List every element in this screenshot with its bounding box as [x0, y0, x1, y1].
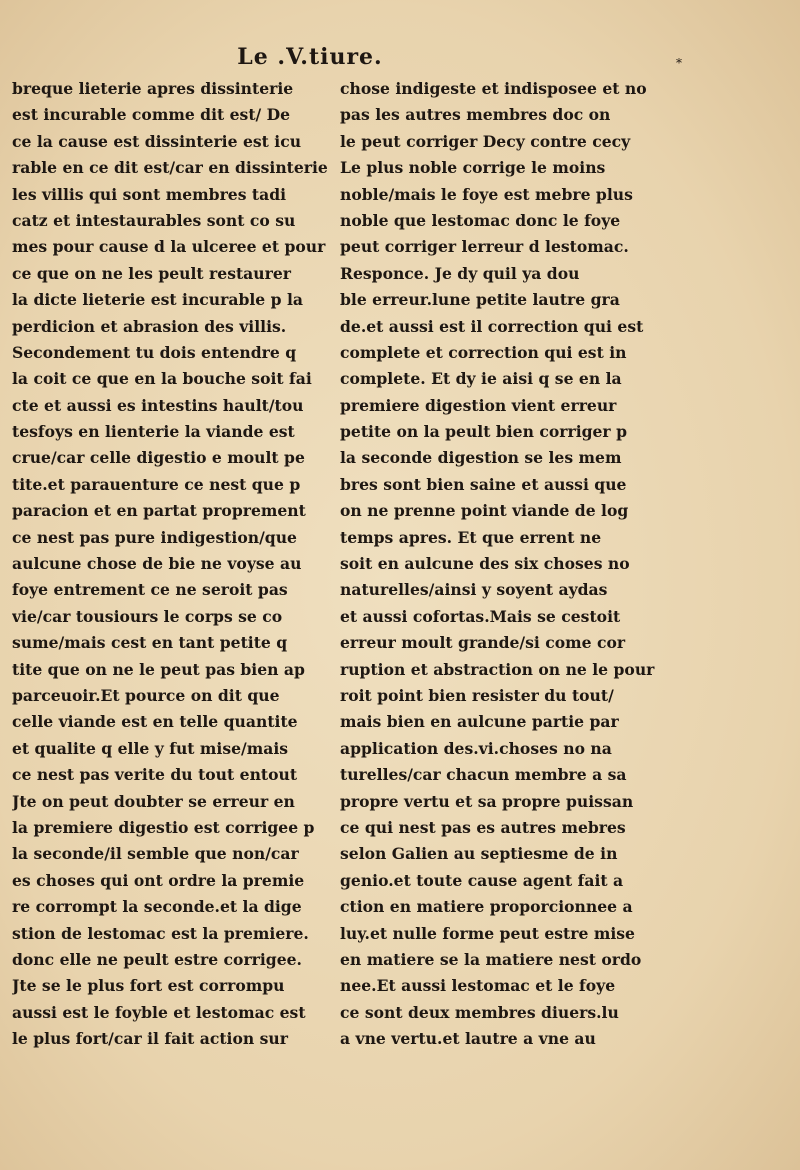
text-line: mes pour cause d la ulceree et pour — [12, 237, 326, 257]
text-line: aussi est le foyble et lestomac est — [12, 1002, 306, 1022]
left-text-column — [12, 76, 328, 1052]
text-line: le plus fort/car il fait action sur — [12, 1029, 288, 1049]
text-line: les villis qui sont membres tadi — [12, 184, 287, 204]
text-line: sume/mais cest en tant petite q — [12, 633, 288, 653]
text-line: bres sont bien saine et aussi que — [340, 474, 627, 494]
text-line: turelles/car chacun membre a sa — [340, 765, 627, 785]
text-line: la premiere digestio est corrigee p — [12, 817, 315, 837]
text-line: rable en ce dit est/car en dissinterie — [12, 158, 328, 178]
text-line: noble que lestomac donc le foye — [340, 210, 621, 230]
text-line: ce nest pas pure indigestion/que — [12, 527, 297, 547]
text-line: luy.et nulle forme peut estre mise — [340, 923, 635, 943]
text-line: vie/car tousiours le corps se co — [12, 606, 283, 626]
text-line: paracion et en partat proprement — [12, 501, 306, 521]
text-line: parceuoir.Et pource on dit que — [12, 685, 280, 705]
text-line: ble erreur.lune petite lautre gra — [340, 290, 620, 310]
text-line: Jte se le plus fort est corrompu — [12, 976, 285, 996]
right-text-column — [340, 76, 670, 1052]
text-line: temps apres. Et que errent ne — [340, 527, 602, 547]
text-line: genio.et toute cause agent fait a — [340, 870, 624, 890]
text-line: ce qui nest pas es autres mebres — [340, 817, 626, 837]
text-line: et qualite q elle y fut mise/mais — [12, 738, 289, 758]
text-line: est incurable comme dit est/ De — [12, 105, 291, 125]
running-header: Le .V.tiure. — [237, 44, 383, 70]
text-line: perdicion et abrasion des villis. — [12, 316, 287, 336]
text-line: crue/car celle digestio e moult pe — [12, 448, 305, 468]
text-line: et aussi cofortas.Mais se cestoit — [340, 606, 621, 626]
text-line: ce nest pas verite du tout entout — [12, 765, 298, 785]
text-line: soit en aulcune des six choses no — [340, 554, 630, 574]
text-line: Le plus noble corrige le moins — [340, 158, 606, 178]
text-line: tite que on ne le peut pas bien ap — [12, 659, 305, 679]
text-line: propre vertu et sa propre puissan — [340, 791, 634, 811]
text-line: ce la cause est dissinterie est icu — [12, 131, 302, 151]
text-line: a vne vertu.et lautre a vne au — [340, 1029, 596, 1049]
text-line: la dicte lieterie est incurable p la — [12, 290, 303, 310]
text-line: noble/mais le foye est mebre plus — [340, 184, 633, 204]
text-line: Secondement tu dois entendre q — [12, 342, 297, 362]
text-line: nee.Et aussi lestomac et le foye — [340, 976, 616, 996]
text-line: foye entrement ce ne seroit pas — [12, 580, 288, 600]
text-line: mais bien en aulcune partie par — [340, 712, 619, 732]
text-line: re corrompt la seconde.et la dige — [12, 897, 302, 917]
text-line: complete et correction qui est in — [340, 342, 627, 362]
text-line: de.et aussi est il correction qui est — [340, 316, 644, 336]
text-line: tesfoys en lienterie la viande est — [12, 422, 295, 442]
text-line: ce que on ne les peult restaurer — [12, 263, 291, 283]
text-line: cte et aussi es intestins hault/tou — [12, 395, 304, 415]
text-line: la seconde digestion se les mem — [340, 448, 622, 468]
text-line: ce sont deux membres diuers.lu — [340, 1002, 619, 1022]
text-line: le peut corriger Decy contre cecy — [340, 131, 631, 151]
text-line: premiere digestion vient erreur — [340, 395, 617, 415]
text-line: ruption et abstraction on ne le pour — [340, 659, 655, 679]
text-line: selon Galien au septiesme de in — [340, 844, 618, 864]
text-line: application des.vi.choses no na — [340, 738, 612, 758]
text-line: aulcune chose de bie ne voyse au — [12, 554, 302, 574]
text-line: la coit ce que en la bouche soit fai — [12, 369, 312, 389]
text-line: petite on la peult bien corriger p — [340, 422, 627, 442]
text-line: catz et intestaurables sont co su — [12, 210, 296, 230]
text-line: donc elle ne peult estre corrigee. — [12, 949, 302, 969]
text-line: celle viande est en telle quantite — [12, 712, 298, 732]
text-line: tite.et parauenture ce nest que p — [12, 474, 301, 494]
text-line: chose indigeste et indisposee et no — [340, 79, 647, 98]
text-line: pas les autres membres doc on — [340, 105, 611, 125]
text-line: roit point bien resister du tout/ — [340, 685, 614, 705]
margin-mark: * — [676, 56, 682, 70]
text-line: naturelles/ainsi y soyent aydas — [340, 580, 608, 600]
text-line: ction en matiere proporcionnee a — [340, 897, 633, 917]
text-line: breque lieterie apres dissinterie — [12, 79, 294, 98]
text-line: erreur moult grande/si come cor — [340, 633, 626, 653]
text-line: on ne prenne point viande de log — [340, 501, 629, 521]
text-line: la seconde/il semble que non/car — [12, 844, 299, 864]
text-line: Responce. Je dy quil ya dou — [340, 263, 580, 283]
text-line: peut corriger lerreur d lestomac. — [340, 237, 629, 257]
text-line: complete. Et dy ie aisi q se en la — [340, 369, 622, 389]
text-line: es choses qui ont ordre la premie — [12, 870, 305, 890]
text-line: Jte on peut doubter se erreur en — [12, 791, 295, 811]
text-line: en matiere se la matiere nest ordo — [340, 949, 642, 969]
text-line: stion de lestomac est la premiere. — [12, 923, 309, 943]
